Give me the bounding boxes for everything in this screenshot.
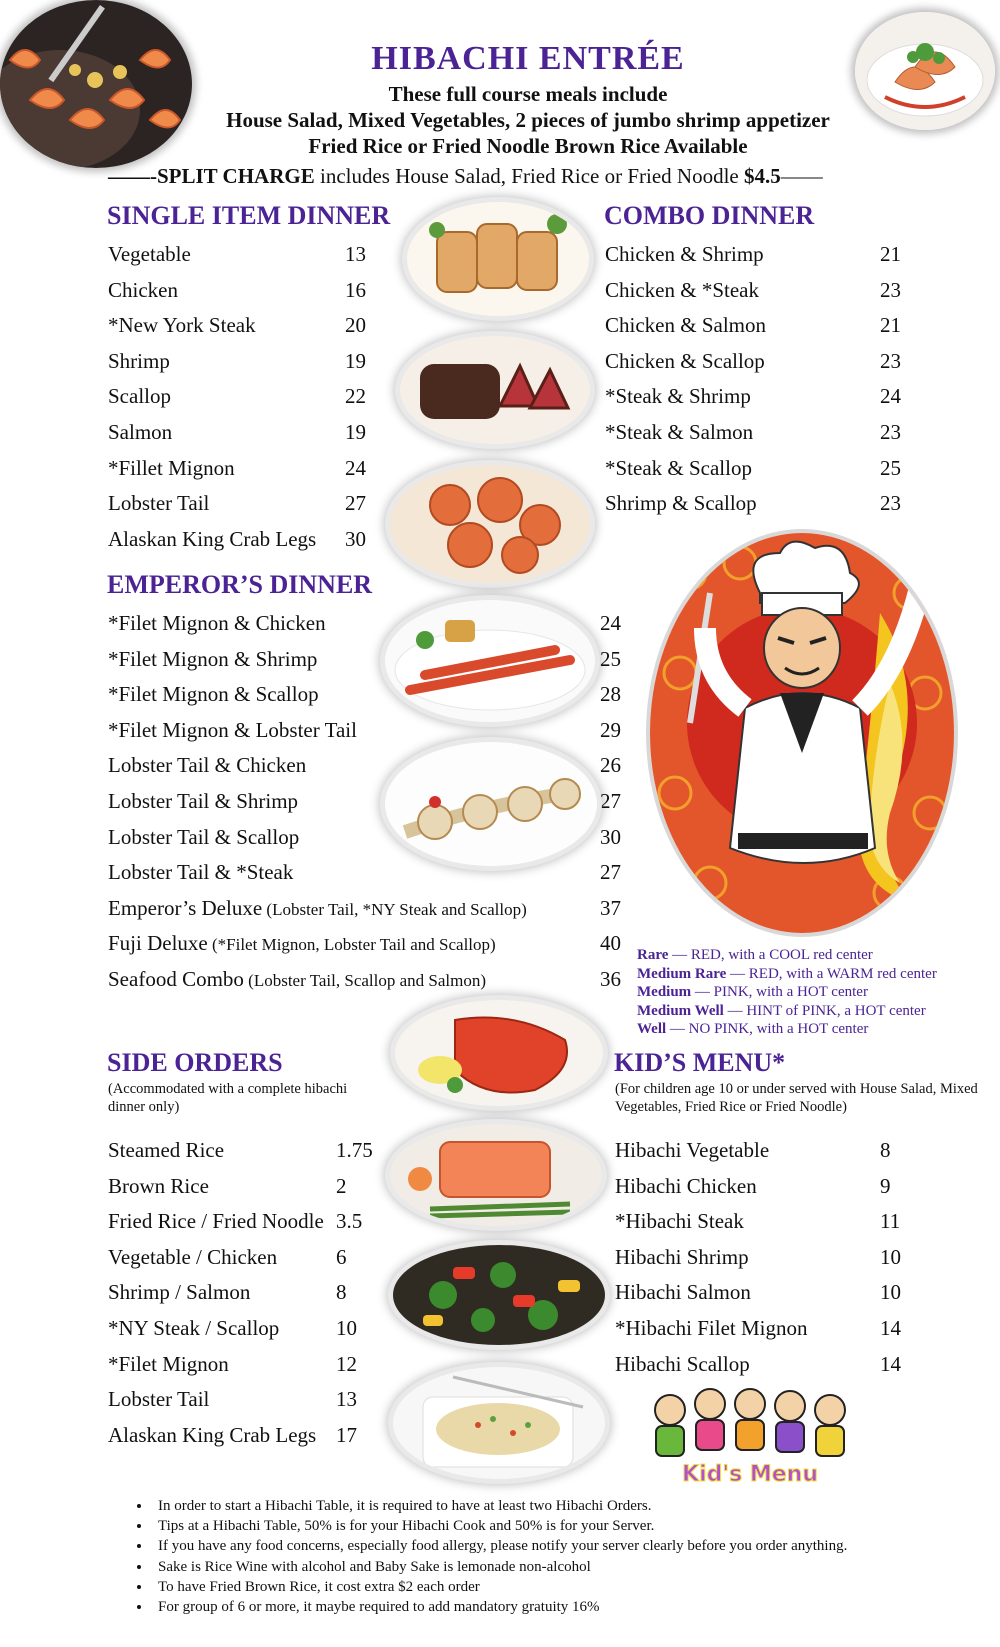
kids-row [615,1280,920,1306]
item-price: 25 [600,646,621,671]
combo-row [605,456,920,482]
intro-line-3: Fried Rice or Fried Noodle Brown Rice Available [308,134,748,158]
split-charge-label: ——-SPLIT CHARGE [108,164,315,188]
emperor-title: EMPEROR’S DINNER [107,570,373,599]
single-item-row [108,491,385,517]
item-name: *Steak & Salmon [605,420,754,444]
doneness-key [637,946,937,1039]
item-price: 20 [345,313,366,338]
item-price: 23 [880,420,901,444]
combo-row [605,313,920,339]
item-price: 24 [600,611,621,635]
item-price: 14 [880,1316,901,1340]
kids-menu-title: KID’S MENU* [614,1048,786,1077]
item-price: 21 [880,313,901,338]
item-name: Vegetable [108,242,191,266]
side-orders-note: (Accommodated with a complete hibachi dinner only) [108,1081,348,1115]
sides-row [108,1209,376,1235]
item-name: Scallop [108,384,171,409]
lobster-tail-photo [395,1000,603,1106]
single-item-row [108,384,385,410]
item-price: 12 [336,1351,357,1376]
item-price: 10 [880,1280,901,1305]
item-price: 9 [880,1173,891,1198]
item-name: Alaskan King Crab Legs [108,526,317,551]
item-name: Lobster Tail [108,1387,210,1412]
item-name: Hibachi Scallop [615,1351,750,1376]
sides-row [108,1280,376,1306]
item-price: 36 [600,967,621,991]
item-name: *NY Steak / Scallop [108,1316,280,1340]
kids-row [615,1174,920,1200]
item-name: *Filet Mignon & Shrimp [108,646,318,671]
kids-row [615,1138,920,1164]
item-name: *Filet Mignon [108,1351,229,1376]
item-price: 10 [336,1316,357,1340]
split-charge-suffix: —— [780,164,823,188]
item-name: Chicken & Shrimp [605,242,764,266]
item-price: 17 [336,1422,357,1447]
item-price: 3.5 [336,1209,363,1234]
policy-note: • Sake is Rice Wine with alcohol and Baby Sake is lemonade non-alcohol [152,1557,1000,1577]
item-name: Chicken & Scallop [605,348,765,373]
item-name: Shrimp / Salmon [108,1280,251,1305]
single-item-row [108,420,385,446]
item-name: *Hibachi Steak [615,1209,744,1234]
single-item-row [108,456,385,482]
item-name: Vegetable / Chicken [108,1244,278,1269]
item-price: 21 [880,242,901,266]
sides-row [108,1316,376,1342]
single-item-row [108,278,385,304]
fried-rice-photo [393,1367,605,1479]
item-name: Lobster Tail & Chicken [108,753,307,778]
item-name: Shrimp [108,348,170,373]
item-description: (*Filet Mignon, Lobster Tail and Scallop) [207,935,496,955]
item-price: 29 [600,717,621,742]
policy-note: • In order to start a Hibachi Table, it is required to have at least two Hibachi Orders. [152,1496,1000,1516]
intro-line-2: House Salad, Mixed Vegetables, 2 pieces of jumbo shrimp appetizer [226,108,830,132]
item-price: 13 [345,242,366,266]
item-name: Hibachi Chicken [615,1173,757,1198]
combo-row [605,278,920,304]
item-name: Alaskan King Crab Legs [108,1422,317,1447]
item-name: *New York Steak [108,313,256,338]
page-title: HIBACHI ENTRÉE [371,40,685,77]
kids-row [615,1245,920,1271]
item-price: 30 [345,526,366,551]
item-price: 26 [600,753,621,778]
item-price: 14 [880,1351,901,1376]
doneness-well: Well — NO PINK, with a HOT center [637,1021,869,1037]
item-name: Chicken & Salmon [605,313,766,338]
item-price: 28 [600,682,621,707]
combo-row [605,349,920,375]
item-price: 27 [600,789,621,813]
combo-row [605,491,920,517]
kids-row [615,1209,920,1235]
chicken-photo [407,202,589,316]
emperor-row [108,967,640,993]
crab-legs-photo [385,600,595,722]
item-name: *Hibachi Filet Mignon [615,1316,808,1340]
doneness-rare: Rare — RED, with a COOL red center [637,947,873,963]
item-price: 8 [336,1280,347,1305]
side-orders-title: SIDE ORDERS [107,1048,283,1077]
item-price: 27 [345,491,366,516]
policy-note: • To have Fried Brown Rice, it cost extra $2 each order [152,1577,1000,1597]
item-price: 1.75 [336,1138,373,1162]
item-name: *Filet Mignon & Lobster Tail [108,717,357,742]
item-name: Hibachi Salmon [615,1280,751,1305]
item-description: (Lobster Tail, Scallop and Salmon) [243,971,487,990]
split-charge-text: includes House Salad, Fried Rice or Fried Noodle [314,164,744,188]
item-name: Lobster Tail & Scallop [108,824,300,849]
item-name: *Steak & Scallop [605,455,752,480]
shrimp-scallop-photo [390,465,590,583]
policy-notes [118,1496,1000,1617]
item-name: Lobster Tail & *Steak [108,860,294,885]
item-name: Hibachi Shrimp [615,1244,749,1269]
steak-photo [400,336,590,444]
single-item-row [108,349,385,375]
item-name: Chicken [108,277,178,302]
item-price: 30 [600,824,621,849]
sides-row [108,1352,376,1378]
item-name: *Filet Mignon & Scallop [108,682,319,707]
policy-note: • If you have any food concerns, especially food allergy, please notify your server clearly before you order anything. [152,1536,1000,1556]
mixed-vegetables-photo [393,1245,605,1345]
split-charge-price: $4.5 [743,164,781,188]
kids-menu-logo-text: Kid's Menu [682,1462,818,1487]
item-name: Hibachi Vegetable [615,1138,770,1162]
item-name: *Fillet Mignon [108,455,235,480]
salmon-photo [390,1124,602,1226]
item-name: Fried Rice / Fried Noodle [108,1209,324,1234]
item-name: Chicken & *Steak [605,277,759,302]
kids-menu-note: (For children age 10 or under served with House Salad, Mixed Vegetables, Fried Rice or Fried Noodle) [615,1081,978,1115]
item-price: 6 [336,1244,347,1269]
item-name: Steamed Rice [108,1138,225,1162]
kids-row [615,1316,920,1342]
single-item-row [108,313,385,339]
item-price: 22 [345,384,366,409]
sides-row [108,1245,376,1271]
item-price: 23 [880,277,901,302]
item-price: 23 [880,491,901,516]
kids-row [615,1352,920,1378]
item-name: Fuji Deluxe (*Filet Mignon, Lobster Tail and Scallop) [108,931,496,956]
item-price: 37 [600,895,621,920]
sides-row [108,1138,376,1164]
item-price: 19 [345,348,366,373]
item-price: 11 [880,1209,901,1234]
item-price: 16 [345,277,366,302]
doneness-medium-rare: Medium Rare — RED, with a WARM red center [637,965,937,982]
sides-row [108,1423,376,1449]
intro-line-1: These full course meals include [388,82,668,106]
item-price: 23 [880,348,901,373]
combo-row [605,384,920,410]
policy-note: • For group of 6 or more, it maybe required to add mandatory gratuity 16% [152,1597,1000,1617]
emperor-row [108,860,640,886]
item-price: 24 [345,455,366,480]
single-item-row [108,527,385,553]
item-price: 24 [880,384,901,409]
chef-illustration [650,533,954,933]
item-price: 13 [336,1387,357,1412]
doneness-medium-well: Medium Well — HINT of PINK, a HOT center [637,1002,926,1019]
sides-row [108,1174,376,1200]
doneness-medium: Medium — PINK, with a HOT center [637,984,868,1000]
kids-menu-logo [630,1380,870,1492]
item-price: 25 [880,455,901,480]
item-price: 8 [880,1138,891,1162]
item-name: *Steak & Shrimp [605,384,751,409]
emperor-row [108,718,640,744]
item-name: Lobster Tail & Shrimp [108,789,299,813]
item-name: Shrimp & Scallop [605,491,757,516]
item-price: 2 [336,1173,347,1198]
scallops-photo [385,742,597,866]
item-name: Brown Rice [108,1173,209,1198]
single-item-title: SINGLE ITEM DINNER [107,201,391,230]
combo-row [605,242,920,268]
sides-row [108,1387,376,1413]
item-price: 19 [345,420,366,444]
emperor-row [108,896,640,922]
policy-note: • Tips at a Hibachi Table, 50% is for your Hibachi Cook and 50% is for your Server. [152,1516,1000,1536]
item-price: 10 [880,1244,901,1269]
emperor-row [108,931,640,957]
combo-row [605,420,920,446]
item-name: *Filet Mignon & Chicken [108,611,326,635]
split-charge-line [108,164,823,189]
item-description: (Lobster Tail, *NY Steak and Scallop) [262,899,527,919]
item-name: Lobster Tail [108,491,210,516]
item-price: 27 [600,860,621,885]
combo-title: COMBO DINNER [604,201,815,230]
single-item-row [108,242,385,268]
item-name: Emperor’s Deluxe (Lobster Tail, *NY Steak and Scallop) [108,895,527,920]
item-price: 40 [600,931,621,956]
item-name: Salmon [108,420,173,444]
item-name: Seafood Combo (Lobster Tail, Scallop and Salmon) [108,967,487,991]
